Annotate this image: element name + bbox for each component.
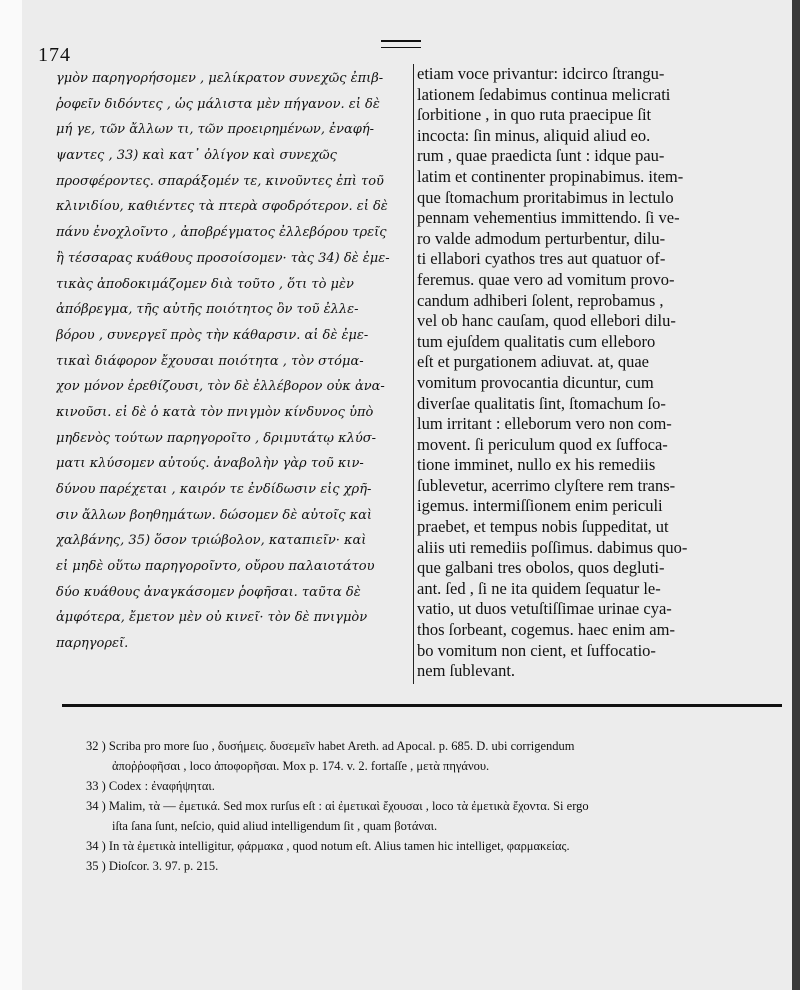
latin-text-line: ant. ſed , ſi ne ita quidem ſequatur le- — [417, 578, 661, 598]
greek-text-line: κινοῦσι. εἰ δὲ ὁ κατὰ τὸν πνιγμὸν κίνδυνος ὑπὸ — [56, 404, 374, 420]
greek-text-line: κλινιδίου, καθιέντες τὰ πτερὰ σφοδρότερον. εἰ δὲ — [56, 199, 388, 215]
latin-text-line: vatio, ut duos vetuſtiſſimae urinae cya- — [417, 599, 672, 619]
latin-text-line: candum adhiberi ſolent, reprobamus , — [417, 290, 664, 310]
greek-text-line: δύο κυάθους ἀναγκάσομεν ῥοφῆσαι. ταῦτα δὲ — [56, 584, 361, 600]
latin-text-line: tum ejuſdem qualitatis cum elleboro — [417, 331, 656, 351]
footnote-line: 32 ) Scriba pro more ſuo , δυσήμεις. δυσεμεῖν habet Areth. ad Apocal. p. 685. D. ubi corrigendum — [86, 739, 575, 753]
latin-text-line: aliis uti remediis poſſimus. dabimus quo- — [417, 537, 688, 557]
latin-text-line: bo vomitum non cient, et ſuffocatio- — [417, 640, 656, 660]
greek-text-line: ματι κλύσομεν αὐτούς. ἀναβολὴν γὰρ τοῦ κιν- — [56, 456, 364, 472]
footnotes-block — [86, 736, 786, 876]
page-number: 174 — [38, 44, 71, 66]
greek-text-line: ῥοφεῖν διδόντες , ὡς μάλιστα μὲν πήγανον. εἰ δὲ — [56, 96, 380, 112]
latin-text-line: feremus. quae vero ad vomitum provo- — [417, 269, 675, 289]
latin-text-line: pennam vehementius immittendo. ſi ve- — [417, 208, 680, 228]
greek-text-line: μηδενὸς τούτων παρηγοροῖτο , δριμυτάτῳ κλύσ- — [56, 430, 377, 446]
footnote-line: 34 ) In τὰ ἐμετικὰ intelligitur, φάρμακα , quod notum eſt. Alius tamen hic intelliget, φαρμακείας. — [86, 839, 570, 853]
latin-text-line: eſt et purgationem adiuvat. at, quae — [417, 352, 649, 372]
greek-text-line: προσφέροντες. σπαράξομέν τε, κινοῦντες ἐπὶ τοῦ — [56, 173, 384, 189]
greek-text-line: μή γε, τῶν ἄλλων τι, τῶν προειρημένων, ἐναφή- — [56, 122, 375, 138]
page-gutter — [0, 0, 22, 990]
latin-text-line: lum irritant : elleborum vero non com- — [417, 414, 672, 434]
latin-text-line: lationem ſedabimus continua melicrati — [417, 84, 671, 104]
latin-text-line: rum , quae praedicta ſunt : idque pau- — [417, 146, 665, 166]
latin-text-line: nem ſublevant. — [417, 661, 516, 681]
latin-text-line: praebet, et tempus nobis ſuppeditat, ut — [417, 517, 669, 537]
footnote-line: ἀποῤῥοφῆσαι , loco ἀποφορῆσαι. Mox p. 174. v. 2. fortaſſe , μετὰ πηγάνου. — [112, 759, 490, 773]
latin-text-line: ſorbitione , in quo ruta praecipue ſit — [417, 105, 652, 125]
latin-text-line: igemus. intermiſſionem enim periculi — [417, 496, 663, 516]
latin-text-line: ro valde admodum perturbentur, dilu- — [417, 228, 666, 248]
greek-text-line: πάνυ ἐνοχλοῖντο , ἀποβρέγματος ἐλλεβόρου τρεῖς — [56, 225, 387, 241]
greek-text-line: τικὰς ἀποδοκιμάζομεν διὰ τοῦτο , ὅτι τὸ μὲν — [56, 276, 354, 292]
latin-text-line: ti ellabori cyathos tres aut quatuor of- — [417, 249, 666, 269]
greek-text-line: δύνου παρέχεται , καιρόν τε ἐνδίδωσιν εἰς χρῆ- — [56, 482, 372, 497]
greek-text-column — [56, 66, 411, 657]
latin-text-line: incocta: ſin minus, aliquid aliud eo. — [417, 125, 651, 145]
footnote-line: 34 ) Malim, τὰ — ἐμετικά. Sed mox rurſus eſt : αἱ ἐμετικαὶ ἔχουσαι , loco τὰ ἐμετικὰ ἔχοντα. Si ergo — [86, 799, 589, 813]
header-ornament-rule — [381, 40, 421, 48]
greek-text-line: τικαὶ διάφορον ἔχουσαι ποιότητα , τὸν στόμα- — [56, 353, 364, 369]
greek-text-line: γμὸν παρηγορήσομεν , μελίκρατον συνεχῶς ἐπιβ- — [56, 71, 384, 86]
footnote-line: iſta ſana ſunt, neſcio, quid aliud intelligendum ſit , quam βοτάναι. — [112, 819, 438, 833]
latin-text-line: latim et continenter propinabimus. item- — [417, 166, 684, 186]
latin-text-line: diverſae qualitatis ſint, ſtomachum ſo- — [417, 393, 666, 413]
page-edge-shadow — [792, 0, 800, 990]
greek-text-line: βόρου , συνεργεῖ πρὸς τὴν κάθαρσιν. αἱ δὲ ἐμε- — [56, 327, 369, 343]
latin-text-line: ſublevetur, acerrimo clyſtere rem trans- — [417, 475, 676, 495]
greek-text-line: ἀπόβρεγμα, τῆς αὐτῆς ποιότητος ὂν τοῦ ἐλλε- — [56, 302, 359, 318]
latin-text-line: etiam voce privantur: idcirco ſtrangu- — [417, 64, 665, 83]
latin-text-line: thos ſorbeant, cogemus. haec enim am- — [417, 620, 675, 640]
greek-text-line: ἀμφότερα, ἔμετον μὲν οὐ κινεῖ· τὸν δὲ πνιγμὸν — [56, 610, 368, 626]
greek-text-line: χον μόνον ἐρεθίζουσι, τὸν δὲ ἐλλέβορον οὐκ ἀνα- — [56, 379, 385, 395]
greek-text-line: παρηγορεῖ. — [56, 636, 129, 652]
greek-text-line: ἢ τέσσαρας κυάθους προσοίσομεν· τὰς 34) δὲ ἐμε- — [56, 250, 390, 266]
greek-text-line: χαλβάνης, 35) ὅσον τριώβολον, καταπιεῖν· καὶ — [56, 533, 367, 549]
footnote-line: 33 ) Codex : ἐναφήψηται. — [86, 779, 215, 793]
latin-text-line: que ſtomachum proritabimus in lectulo — [417, 187, 674, 207]
footnote-line: 35 ) Dioſcor. 3. 97. p. 215. — [86, 859, 219, 873]
greek-text-line: εἰ μηδὲ οὕτω παρηγοροῖντο, οὔρου παλαιοτάτου — [56, 559, 375, 575]
greek-text-line: σιν ἄλλων βοηθημάτων. δώσομεν δὲ αὐτοῖς καὶ — [56, 507, 372, 523]
column-divider — [413, 64, 414, 684]
latin-text-column — [417, 64, 789, 682]
latin-text-line: vomitum provocantia dicuntur, cum — [417, 372, 654, 392]
latin-text-line: movent. ſi periculum quod ex ſuffoca- — [417, 434, 668, 454]
footnote-rule — [62, 704, 782, 707]
latin-text-line: que galbani tres obolos, quos degluti- — [417, 558, 665, 578]
latin-text-line: vel ob hanc cauſam, quod ellebori dilu- — [417, 311, 676, 331]
greek-text-line: ψαντες , 33) καὶ κατ᾽ ὀλίγον καὶ συνεχῶς — [56, 148, 337, 164]
latin-text-line: tione imminet, nullo ex his remediis — [417, 455, 656, 475]
